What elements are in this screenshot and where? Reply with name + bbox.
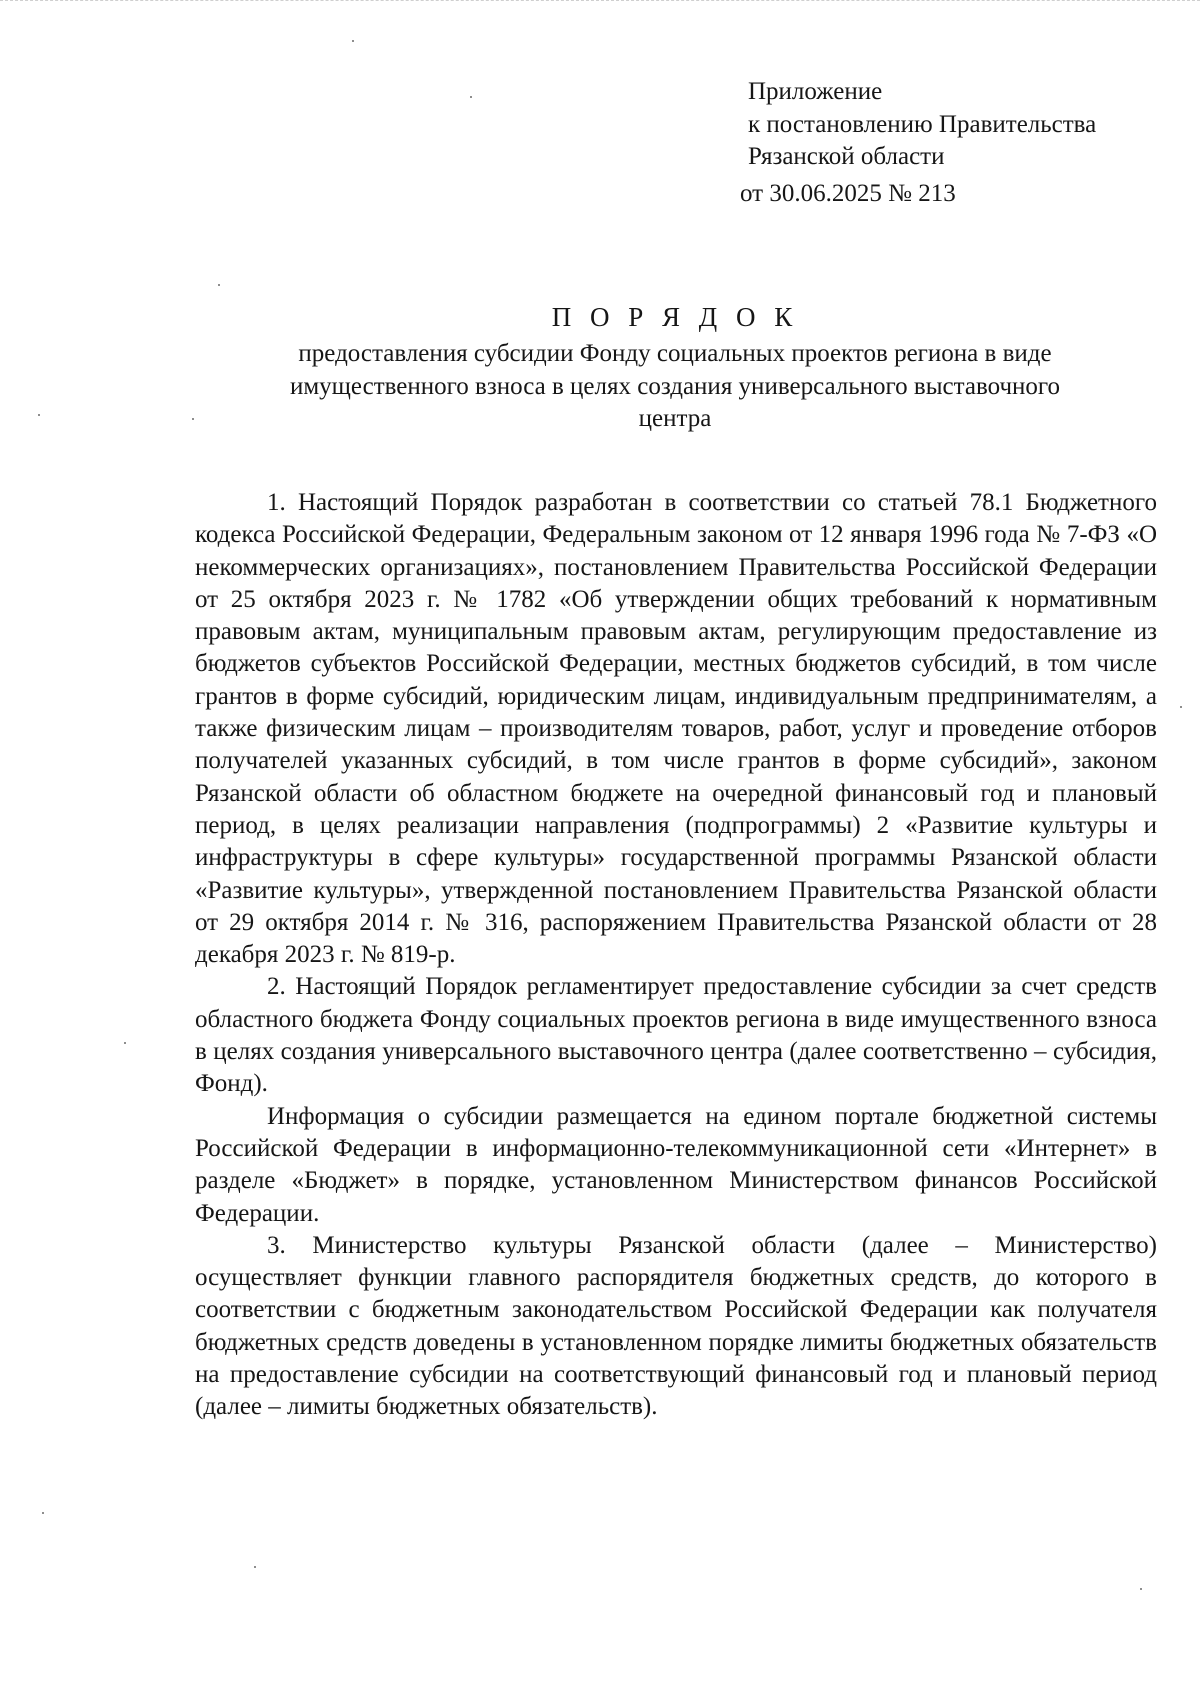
appendix-date-number: от 30.06.2025 № 213 <box>740 179 956 207</box>
appendix-label: Приложение <box>748 78 883 105</box>
document-body <box>195 487 1157 1424</box>
scan-speck <box>38 414 40 416</box>
paragraph-1: 1. Настоящий Порядок разработан в соответствии со статьей 78.1 Бюджетного кодекса Российской Федерации, Федеральным законом от 12 января 1996 года № 7-ФЗ «О некоммерческих организациях», постановлением Правительства Российской Федерации от 25 октября 2023 г. № 1782 «Об утверждении общих требований к нормативным правовым актам, муниципальным правовым актам, регулирующим предоставление из бюджетов субъектов Российской Федерации, местных бюджетов субсидий, в том числе грантов в форме субсидий, юридическим лицам, индивидуальным предпринимателям, а также физическим лицам – производителям товаров, работ, услуг и проведение отборов получателей указанных субсидий, в том числе грантов в форме субсидий», законом Рязанской области об областном бюджете на очередной финансовый год и плановый период, в целях реализации направления (подпрограммы) 2 «Развитие культуры и инфраструктуры в сфере культуры» государственной программы Рязанской области «Развитие культуры», утвержденной постановлением Правительства Рязанской области от 29 октября 2014 г. № 316, распоряжением Правительства Рязанской области от 28 декабря 2023 г. № 819-р. <box>195 489 1157 969</box>
scan-speck <box>1140 1588 1142 1590</box>
appendix-resolution-ref: к постановлению Правительства <box>748 110 1097 138</box>
document-title: П О Р Я Д О К <box>551 302 799 332</box>
appendix-region: Рязанской области <box>748 143 945 170</box>
scan-edge-line <box>0 0 1200 15</box>
scan-speck <box>1180 706 1182 708</box>
paragraph-2: 2. Настоящий Порядок регламентирует предоставление субсидии за счет средств областного бюджета Фонду социальных проектов региона в виде имущественного взноса в целях создания универсального выставочного центра (далее соответственно – субсидия, Фонд). <box>195 973 1157 1098</box>
paragraph-2-info: Информация о субсидии размещается на едином портале бюджетной системы Российской Федерации в информационно-телекоммуникационной сети «Интернет» в разделе «Бюджет» в порядке, установленном Министерством финансов Российской Федерации. <box>195 1102 1157 1227</box>
scan-speck <box>352 40 354 42</box>
scan-speck <box>254 1566 256 1568</box>
document-title-block <box>195 300 1155 436</box>
appendix-header <box>740 76 1097 210</box>
document-subtitle: предоставления субсидии Фонду социальных проектов региона в виде имущественного взноса в целях создания универсального выставочного центра <box>289 340 1061 432</box>
scan-speck <box>470 96 472 98</box>
scan-speck <box>124 1042 126 1044</box>
scan-speck <box>218 284 220 286</box>
scan-speck <box>42 1512 44 1514</box>
scan-speck <box>192 418 194 420</box>
paragraph-3: 3. Министерство культуры Рязанской области (далее – Министерство) осуществляет функции главного распорядителя бюджетных средств, до которого в соответствии с бюджетным законодательством Российской Федерации как получателя бюджетных средств доведены в установленном порядке лимиты бюджетных обязательств на предоставление субсидии на соответствующий финансовый год и плановый период (далее – лимиты бюджетных обязательств). <box>195 1231 1157 1421</box>
